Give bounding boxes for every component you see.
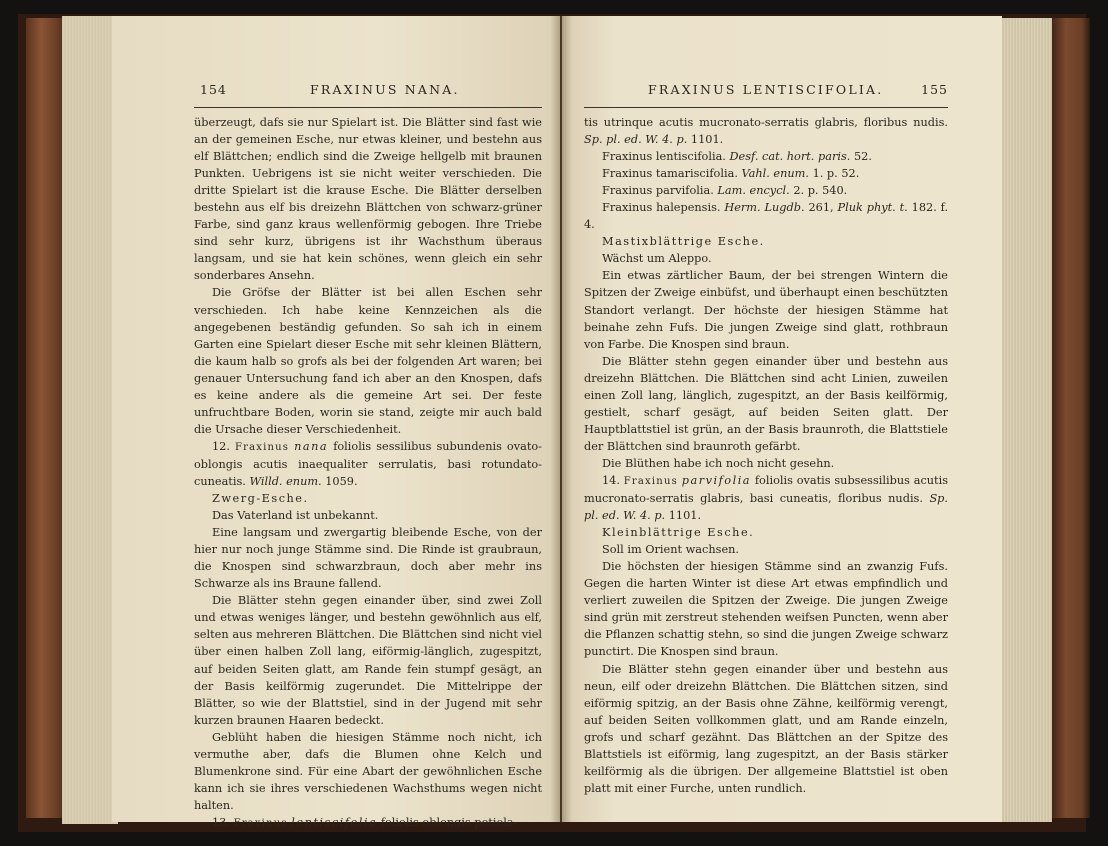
entry-14-diagnosis-text: foliolis ovatis subsessilibus acutis mucronato-serratis glabris, basi cuneatis, floribus nudis.: [584, 473, 948, 506]
synonym-1-name: Fraxinus lentiscifolia.: [602, 150, 726, 164]
entry-12-ref-page: 1059.: [325, 474, 358, 488]
entry-13-species: lentiscifolia: [291, 815, 378, 829]
right-paragraph-4: Die höchsten der hiesigen Stämme sind an zwanzig Fufs. Gegen die harten Winter ist diese Art etwas empfindlich und verliert zuweilen die Spitzen der Zweige. Die jungen Zweige sind grün mit zerstreut stehenden weifsen Puncten, wenn aber die Pflanzen schattig stehn, so sind die jungen Zweige schwarz punctirt. Die Knospen sind braun.: [584, 560, 948, 659]
synonym-1: [584, 148, 948, 165]
right-body-text: [584, 114, 948, 797]
right-paragraph-5: Die Blätter stehn gegen einander über und bestehn aus neun, eilf oder dreizehn Blättchen. Die Blättchen sitzen, sind eiförmig spitzig, an der Basis ohne Zähne, keilförmig verengt, auf beiden Seiten vollkommen glatt, und am Rande einzeln, grofs und scharf gezähnt. Das Blättchen an der Spitze des Blattstiels ist eiförmig, lang zugespitzt, an der Basis stärker keilförmig als die übrigen. Der allgemeine Blattstiel ist oben platt mit einer Furche, unten rundlich.: [584, 662, 948, 795]
right-cover: [1050, 18, 1090, 818]
synonym-4-page2: 182. f. 4.: [584, 201, 949, 232]
book-gutter-shadow: [550, 16, 572, 822]
synonym-2-name: Fraxinus tamariscifolia.: [602, 167, 738, 181]
synonym-3-name: Fraxinus parvifolia.: [602, 184, 714, 198]
left-paragraph-2: Die Gröfse der Blätter ist bei allen Eschen sehr verschieden. Ich habe keine Kennzeichen als die angegebenen beständig gefunden. So sah ich in einem Garten eine Spielart dieser Esche mit sehr kleinen Blättern, die kaum halb so grofs als bei der folgenden Art waren; bei genauer Untersuchung fand ich aber an den Knospen, dafs es keine andere als die gemeine Art sei. Der feste unfruchtbare Boden, worin sie stand, zeigte mir auch bald die Ursache dieser Verschiedenheit.: [194, 286, 542, 436]
entry-14-reference: Sp. pl. ed. W. 4. p.: [584, 492, 948, 523]
synonym-3-ref: Lam. encycl.: [717, 184, 790, 198]
entry-14-number: 14.: [602, 473, 620, 487]
synonym-2: [584, 165, 948, 182]
entry-13-ref-page: 1101.: [690, 133, 724, 147]
synonym-3: [584, 182, 948, 199]
right-paragraph-2: Die Blätter stehn gegen einander über und bestehn aus dreizehn Blättchen. Die Blättchen sind acht Linien, zuweilen einen Zoll lang, länglich, zugespitzt, an der Basis keilförmig, gestielt, scharf gesägt, auf beiden Seiten glatt. Der Hauptblattstiel ist grün, an der Basis braunroth, die Blattstiele der Blättchen sind braunroth gefärbt.: [584, 354, 948, 453]
entry-14-homeland: Soll im Orient wachsen.: [602, 543, 739, 557]
synonym-3-page: 2. p. 540.: [793, 184, 848, 198]
entry-13-diagnosis-text: foliolis oblongis petiola-: [380, 815, 518, 829]
entry-14-species: parvifolia: [681, 473, 752, 487]
entry-12-number: 12.: [212, 439, 230, 453]
left-running-title: FRAXINUS NANA.: [310, 82, 460, 97]
synonym-4-ref: Herm. Lugdb.: [724, 201, 805, 215]
entry-13-continuation: [584, 114, 948, 148]
right-running-head: [586, 82, 948, 102]
entry-12-genus: Fraxinus: [234, 441, 290, 453]
right-page-number: 155: [921, 82, 948, 97]
synonym-1-page: 52.: [853, 150, 872, 164]
entry-12-common-name: Zwerg-Esche.: [212, 492, 309, 506]
left-header-rule: [194, 107, 542, 108]
right-page-edges: [998, 18, 1052, 822]
right-paragraph-3: Die Blüthen habe ich noch nicht gesehn.: [602, 456, 835, 470]
right-page: [562, 16, 1002, 822]
left-paragraph-1: überzeugt, dafs sie nur Spielart ist. Die Blätter sind fast wie an der gemeinen Esche, nur etwas kleiner, und bestehn aus elf Blättchen; endlich sind die Zweige hellgelb mit braunen Punkten. Uebrigens ist sie nicht weiter verschieden. Die dritte Spielart ist die krause Esche. Die Blätter derselben bestehn aus elf bis dreizehn Blättchen von schwarz-grüner Farbe, sind ganz kraus wellenförmig gebogen. Ihre Triebe sind sehr kurz, übrigens ist ihr Wachsthum überaus langsam, und sie hat kein schönes, wenn gleich ein sehr sonderbares Ansehn.: [194, 116, 542, 283]
left-paragraph-5: Geblüht haben die hiesigen Stämme noch nicht, ich vermuthe aber, dafs die Blumen ohne Kelch und Blumenkrone sind. Für eine Abart der gewöhnlichen Esche kann ich sie ihres verschiedenen Wachsthums wegen nicht halten.: [194, 730, 542, 812]
synonym-4: [584, 199, 948, 233]
entry-12-species: nana: [294, 439, 329, 453]
synonym-4-name: Fraxinus halepensis.: [602, 201, 721, 215]
entry-13-number: 13.: [212, 815, 230, 829]
entry-14-common-name: Kleinblättrige Esche.: [602, 526, 755, 540]
entry-12-diagnosis-text: foliolis sessilibus subundenis ovato-oblongis acutis inaequaliter serrulatis, basi rotundato-cuneatis.: [194, 439, 543, 488]
entry-12-diagnosis: [194, 438, 542, 490]
entry-13-genus: Fraxinus: [233, 817, 288, 829]
synonym-2-ref: Vahl. enum.: [741, 167, 809, 181]
left-running-head: [200, 82, 540, 102]
left-paragraph-3: Eine langsam und zwergartig bleibende Esche, von der hier nur noch junge Stämme sind. Die Rinde ist graubraun, die Knospen sind schwarzbraun, doch aber mehr ins Schwarze als ins Braune fallend.: [194, 526, 542, 591]
right-running-title: FRAXINUS LENTISCIFOLIA.: [648, 82, 884, 97]
left-body-text: [194, 114, 542, 832]
entry-14-genus: Fraxinus: [623, 475, 678, 487]
entry-12-reference: Willd. enum.: [249, 474, 322, 488]
synonym-2-page: 1. p. 52.: [812, 167, 860, 181]
entry-13-continuation-text: tis utrinque acutis mucronato-serratis glabris, floribus nudis.: [584, 116, 948, 129]
right-header-rule: [584, 107, 948, 108]
left-paragraph-4: Die Blätter stehn gegen einander über, sind zwei Zoll und etwas weniges länger, und bestehn gewöhnlich aus elf, selten aus mehreren Blättchen. Die Blättchen sind nicht viel über einen halben Zoll lang, eiförmig-länglich, zugespitzt, auf beiden Seiten glatt, am Rande fein stumpf gesägt, an der Basis keilförmig zugerundet. Die Mittelrippe der Blätter, so wie der Blattstiel, sind in der Jugend mit sehr kurzen braunen Haaren bedeckt.: [194, 594, 542, 727]
entry-12-homeland: Das Vaterland ist unbekannt.: [212, 509, 379, 523]
synonym-4-ref2: Pluk phyt. t.: [837, 201, 908, 215]
entry-14-diagnosis: [584, 472, 948, 524]
left-page-number: 154: [200, 82, 227, 97]
entry-13-diagnosis: [194, 814, 542, 832]
left-page: [112, 16, 560, 829]
entry-13-common-name: Mastixblättrige Esche.: [602, 235, 765, 249]
entry-14-ref-page: 1101.: [668, 509, 702, 523]
left-page-edges: [62, 16, 118, 824]
entry-13-reference: Sp. pl. ed. W. 4. p.: [584, 133, 688, 147]
right-paragraph-1: Ein etwas zärtlicher Baum, der bei strengen Wintern die Spitzen der Zweige einbüfst, und überhaupt einen beschützten Standort verlangt. Der höchste der hiesigen Stämme hat beinahe zehn Fufs. Die jungen Zweige sind glatt, rothbraun von Farbe. Die Knospen sind braun.: [584, 269, 948, 351]
synonym-4-page: 261,: [808, 201, 834, 215]
entry-13-homeland: Wächst um Aleppo.: [602, 252, 712, 266]
synonym-1-ref: Desf. cat. hort. paris.: [729, 150, 851, 164]
